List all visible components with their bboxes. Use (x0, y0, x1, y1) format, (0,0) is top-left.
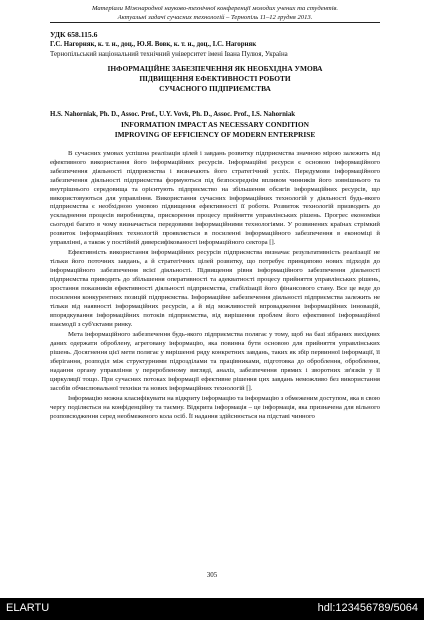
conference-header (50, 4, 380, 22)
repository-footer-bar (0, 598, 424, 620)
paragraph: Мета інформаційного забезпечення будь-якого підприємства полягає у тому, щоб на базі зібраних вихідних даних одержати оброблену, агреговану інформацію, яка повинна бути основою для прийняття управлінських рішень. Досягнення цієї мети полягає у вирішенні ряду конкретних завдань, таких як збір первинної інформації, її зберігання, розподіл між структурними підрозділами та працівниками, підготовка до оброблення, оброблення, надання органу управління у переробленому вигляді, аналіз, забезпечення прямих і зворотних зв'язків у її циркуляції тощо. При сучасних потоках інформації ефективне рішення цих завдань неможливо без використання засобів обчислювальної техніки та нових інформаційних технологій []. (50, 331, 380, 392)
title-ua-line: ІНФОРМАЦІЙНЕ ЗАБЕЗПЕЧЕННЯ ЯК НЕОБХІДНА УМОВА (107, 64, 323, 73)
header-divider (50, 22, 380, 23)
authors-ukrainian: Г.С. Нагорняк, к. т. н., доц., Ю.Я. Вовк, к. т. н., доц., І.С. Нагорняк (50, 41, 257, 48)
page-number: 305 (206, 571, 218, 579)
title-en-line: INFORMATION IMPACT AS NECESSARY CONDITION (121, 120, 309, 129)
header-line-2: Актуальні задачі сучасних технологій – Тернопіль 11–12 грудня 2013. (117, 14, 313, 21)
paragraph: Ефективність використання інформаційних ресурсів підприємства визначає результативність реалізації не тільки його поточних завдань, а й стратегічних цілей розвитку, що потребує принципово нових підходів до інформаційного забезпечення всієї діяльності. Підвищення рівня інформаційного забезпечення діяльності підприємства приводить до збільшення оперативності та адекватності процесу прийняття управлінських рішень, зростання показників ефективності діяльності підприємства, стабілізації його фінансового стану. Все це веде до посилення конкурентних позицій підприємства. Інформаційне забезпечення діяльності підприємства залежить не тільки від наявності інформаційних ресурсів, а й від можливостей впровадження інформаційних інновацій, впорядкування інформаційних потоків підприємства, від вирішення проблем його ефективної інформаційної взаємодії з суб'єктами ринку. (50, 249, 380, 328)
repository-name: ELARTU (6, 602, 50, 614)
affiliation: Тернопільський національний технічний університет імені Івана Пулюя, Україна (50, 51, 288, 58)
authors-english: H.S. Nahorniak, Ph. D., Assoc. Prof., U.Y. Vovk, Ph. D., Assoc. Prof., I.S. Nahorniak (50, 111, 296, 118)
udk-code: УДК 658.115.6 (50, 30, 98, 39)
title-en-line: IMPROVING OF EFFICIENCY OF MODERN ENTERPRISE (114, 130, 316, 139)
title-ua-line: ПІДВИЩЕННЯ ЕФЕКТИВНОСТІ РОБОТИ (139, 74, 291, 83)
handle-identifier: hdl:123456789/5064 (317, 602, 418, 614)
header-line-1: Матеріали Міжнародної науково-технічної конференції молодих учених та студентів. (91, 5, 339, 12)
title-ua-line: СУЧАСНОГО ПІДПРИЄМСТВА (159, 84, 271, 93)
article-body (50, 150, 380, 423)
title-ukrainian (50, 64, 380, 94)
paragraph: Інформацію можна класифікувати на відкриту інформацію та інформацію з обмеженим доступом, яка в свою чергу поділяється на конфіденційну та таємну. Відкрита інформація – це інформація, яка призначена для вільного розповсюдження серед необмеженого кола осіб. Її надання здійснюється на підставі чинного (50, 394, 380, 420)
title-english (50, 120, 380, 140)
paragraph: В сучасних умовах успішна реалізація цілей і завдань розвитку підприємства значною мірою залежить від ефективного використання його інформаційних ресурсів. Інформаційні ресурси є основою інформаційного забезпечення діяльності підприємства і визначають його стратегічний успіх. Передумови інформаційного забезпечення діяльності підприємства формуються під безпосереднім впливом чинників його зовнішнього та внутрішнього середовища та орієнтують підприємство на збільшення обсягів інформаційних ресурсів, що використовуються для управління. Використання сучасних інформаційних технологій у діяльності будь-якого підприємства є необхідною умовою підвищення ефективності її роботи. Розвиток технологій призводить до ускладнення процесів виробництва, прискорення процесу прийняття управлінських рішень. Прогрес економіки сьогодні багато в чому визначається передовими інформаційними технологіями. У розвинених країнах стрімкий розвиток інформаційних технологій проявляється в посиленні інформаційного забезпечення в економіці й управлінні, а також у постійній диверсифікованості інформаційного сектора []. (50, 150, 380, 247)
